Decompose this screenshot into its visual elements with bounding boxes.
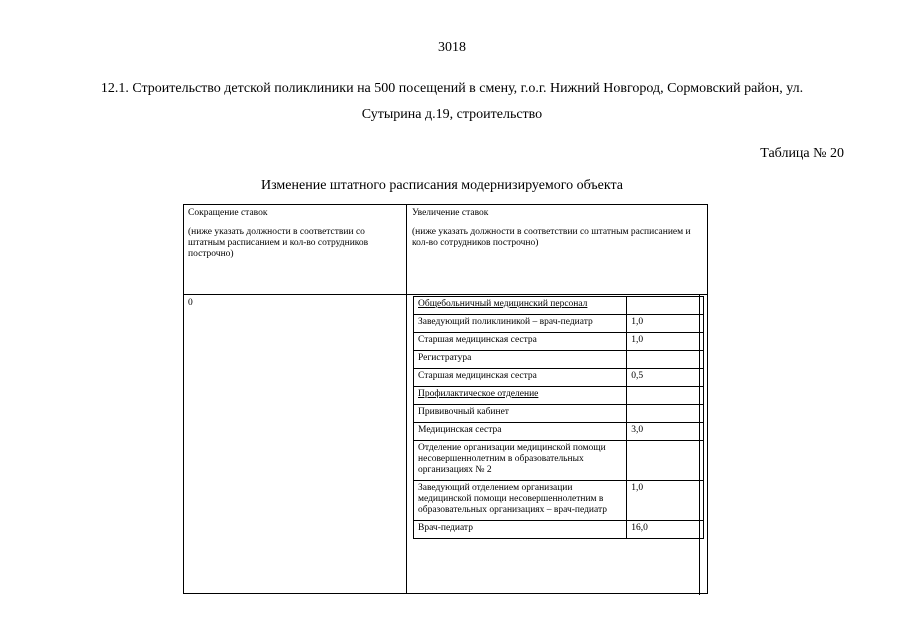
document-heading-line-2: Сутырина д.19, строительство <box>361 107 543 122</box>
rate-value-cell: 1,0 <box>627 333 704 351</box>
increase-note: (ниже указать должности в соответствии со штатным расписанием и кол-во сотрудников построчно) <box>412 227 691 248</box>
position-cell: Старшая медицинская сестра <box>414 369 627 387</box>
rate-value-cell: 1,0 <box>627 315 704 333</box>
position-cell: Старшая медицинская сестра <box>414 333 627 351</box>
table-row <box>414 351 704 369</box>
reduction-note: (ниже указать должности в соответствии со штатным расписанием и кол-во сотрудников построчно) <box>188 227 369 259</box>
table-row <box>414 297 704 315</box>
reduction-title: Сокращение ставок <box>188 208 268 218</box>
increase-positions-table <box>413 296 704 539</box>
table-row <box>414 521 704 539</box>
staffing-change-table <box>183 204 708 594</box>
position-cell: Регистратура <box>414 351 627 369</box>
position-cell: Прививочный кабинет <box>414 405 627 423</box>
table-row <box>414 333 704 351</box>
rate-value-cell: 16,0 <box>627 521 704 539</box>
position-cell: Заведующий поликлиникой – врач-педиатр <box>414 315 627 333</box>
document-heading-line-1: 12.1. Строительство детской поликлиники на 500 посещений в смену, г.о.г. Нижний Новгород, Сормовский район, ул. <box>100 81 804 96</box>
table-row <box>414 387 704 405</box>
header-divider <box>184 294 707 295</box>
page-number: 3018 <box>438 40 466 55</box>
section-heading-cell: Профилактическое отделение <box>414 387 627 405</box>
column-divider <box>406 205 407 593</box>
rate-value-cell <box>627 405 704 423</box>
table-row <box>414 423 704 441</box>
section-heading-cell: Общебольничный медицинский персонал <box>414 297 627 315</box>
position-cell: Медицинская сестра <box>414 423 627 441</box>
table-row <box>414 441 704 481</box>
rate-value-cell <box>627 351 704 369</box>
table-row <box>414 315 704 333</box>
table-number: Таблица № 20 <box>760 146 844 161</box>
table-row <box>414 405 704 423</box>
position-cell: Заведующий отделением организации медицинской помощи несовершеннолетним в образовательных организациях – врач-педиатр <box>414 481 627 521</box>
position-cell: Отделение организации медицинской помощи несовершеннолетним в образовательных организациях № 2 <box>414 441 627 481</box>
rate-value-cell: 3,0 <box>627 423 704 441</box>
reduction-value: 0 <box>188 298 193 308</box>
reduction-header <box>188 208 400 260</box>
rate-value-cell <box>627 441 704 481</box>
document-heading <box>60 76 844 128</box>
increase-title: Увеличение ставок <box>412 208 489 218</box>
increase-header <box>412 208 692 249</box>
table-title: Изменение штатного расписания модернизируемого объекта <box>260 178 624 193</box>
rate-value-cell: 1,0 <box>627 481 704 521</box>
table-row <box>414 369 704 387</box>
table-row <box>414 481 704 521</box>
increase-positions-body <box>414 297 704 539</box>
rate-value-cell: 0,5 <box>627 369 704 387</box>
rate-value-cell <box>627 297 704 315</box>
rate-value-cell <box>627 387 704 405</box>
position-cell: Врач-педиатр <box>414 521 627 539</box>
